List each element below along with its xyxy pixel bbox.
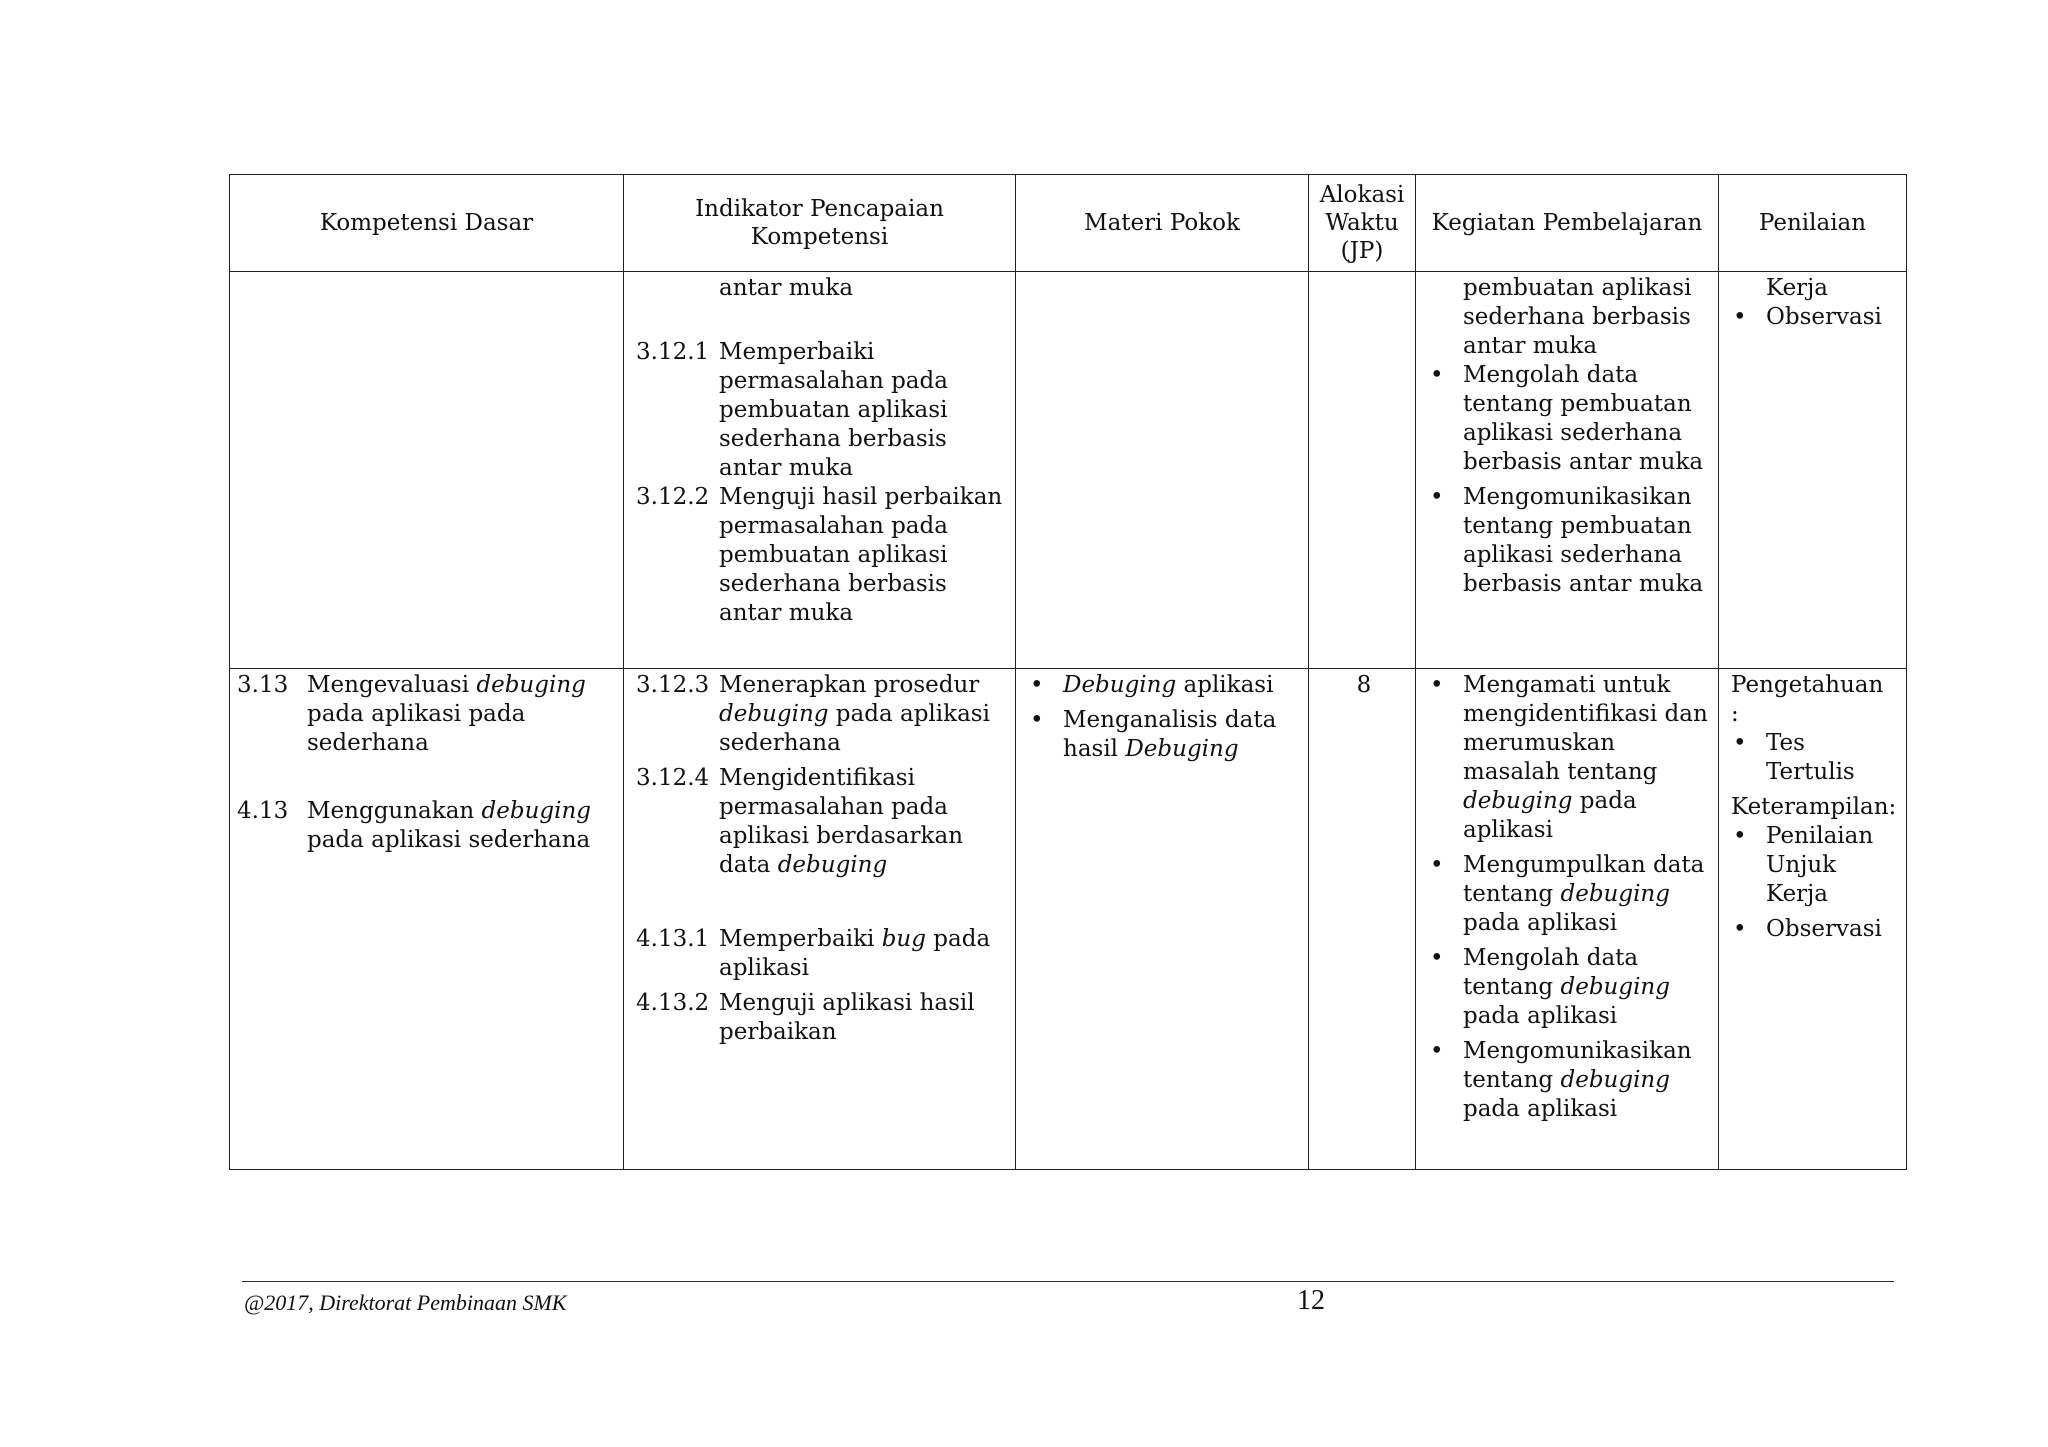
kegiatan-continuation: pembuatan aplikasi sederhana berbasis antar muka (1463, 275, 1692, 359)
item-text-post: pada aplikasi (1463, 1096, 1618, 1122)
kd-cell (230, 272, 624, 669)
indicator-text (719, 925, 1007, 983)
item-text-em: debuging (476, 672, 586, 698)
penilaian-cell (1719, 272, 1907, 669)
kegiatan-list (1428, 671, 1710, 1124)
item-text-post: pada aplikasi sederhana (307, 827, 591, 853)
item-text-pre: Menggunakan (307, 798, 482, 824)
list-item (1428, 671, 1710, 845)
kegiatan-cell (1416, 669, 1719, 1170)
kd-cell (230, 669, 624, 1170)
kd-list (237, 671, 615, 855)
item-text-post: aplikasi (1176, 672, 1274, 698)
header-kompetensi-dasar: Kompetensi Dasar (230, 175, 624, 272)
item-text-pre: Menerapkan prosedur (719, 672, 980, 698)
footer-divider (242, 1281, 1894, 1282)
penilaian-cell (1719, 669, 1907, 1170)
item-text-em: debuging (1560, 974, 1670, 1000)
item-text-em: debuging (1560, 1067, 1670, 1093)
table-row (230, 272, 1907, 669)
item-text-em: debuging (1463, 788, 1573, 814)
item-text-pre: Menganalisis data hasil (1063, 707, 1277, 762)
item-text-pre: Mengevaluasi (307, 672, 477, 698)
header-indikator: Indikator Pencapaian Kompetensi (624, 175, 1016, 272)
rpp-table (229, 174, 1907, 1170)
list-item: • Observasi (1731, 915, 1898, 944)
item-text-em: debuging (777, 852, 888, 878)
indicator-text (719, 671, 1007, 758)
list-item: • Observasi (1731, 303, 1898, 332)
item-text-em: debuging (719, 701, 829, 727)
indicator-number: 3.12.3 (636, 672, 710, 698)
header-kegiatan: Kegiatan Pembelajaran (1416, 175, 1719, 272)
header-materi-pokok: Materi Pokok (1016, 175, 1309, 272)
kd-number: 3.13 (237, 672, 289, 698)
header-penilaian: Penilaian (1719, 175, 1907, 272)
indicator-text (719, 764, 1007, 880)
item-text-em: debuging (1560, 881, 1670, 907)
kd-number: 4.13 (237, 798, 289, 824)
table-row (230, 669, 1907, 1170)
materi-cell (1016, 669, 1309, 1170)
header-alokasi-waktu: Alokasi Waktu (JP) (1309, 175, 1416, 272)
table-header-row (230, 175, 1907, 272)
materi-cell (1016, 272, 1309, 669)
alokasi-cell: 8 (1309, 669, 1416, 1170)
kegiatan-list (1428, 361, 1710, 599)
item-text-pre: Mengamati untuk mengidentifikasi dan merumuskan masalah tentang (1463, 672, 1708, 785)
indicator-item (636, 338, 1007, 483)
item-text-post: pada aplikasi (1463, 788, 1637, 843)
indicator-item (636, 671, 1007, 758)
penilaian-pengetahuan-label: Pengetahuan : (1731, 672, 1884, 727)
item-text-pre: Mengumpulkan data tentang (1463, 852, 1705, 907)
item-text-post: pada aplikasi (1463, 1003, 1618, 1029)
indicator-number: 3.12.1 (636, 339, 710, 365)
list-item: • Mengomunikasikan tentang pembuatan aplikasi sederhana berbasis antar muka (1428, 483, 1710, 599)
list-item: • Mengolah data tentang pembuatan aplikasi sederhana berbasis antar muka (1428, 361, 1710, 477)
item-text-em: debuging (481, 798, 592, 824)
item-text-pre: Mengomunikasikan tentang (1463, 1038, 1692, 1093)
penilaian-keterampilan-list (1731, 822, 1898, 944)
item-text-post: pada aplikasi sederhana (719, 701, 990, 756)
indicator-item (636, 764, 1007, 880)
ipk-cell (624, 272, 1016, 669)
indicator-text: Memperbaiki permasalahan pada pembuatan aplikasi sederhana berbasis antar muka (719, 339, 948, 481)
item-text-em: bug (881, 926, 926, 952)
ipk-list (636, 338, 1007, 628)
indicator-item (636, 925, 1007, 983)
indicator-text (719, 989, 1007, 1047)
list-item (1428, 1037, 1710, 1124)
indicator-text: Menguji hasil perbaikan permasalahan pada pembuatan aplikasi sederhana berbasis antar muka (719, 484, 1003, 626)
kd-item (237, 797, 615, 855)
item-text-pre: Memperbaiki (719, 926, 882, 952)
item-text-em: Debuging (1125, 736, 1239, 762)
kegiatan-cell (1416, 272, 1719, 669)
page-number: 12 (1297, 1285, 1325, 1316)
list-item (1028, 706, 1300, 764)
kd-text (307, 797, 615, 855)
item-text-post: pada aplikasi (719, 926, 991, 981)
alokasi-cell (1309, 272, 1416, 669)
ipk-cell (624, 669, 1016, 1170)
indicator-number: 4.13.2 (636, 990, 710, 1016)
penilaian-list (1731, 303, 1898, 332)
item-text-post: pada aplikasi (1463, 910, 1618, 936)
item-text-pre: Menguji aplikasi hasil perbaikan (719, 990, 975, 1045)
list-item (1428, 851, 1710, 938)
penilaian-keterampilan-label: Keterampilan: (1731, 794, 1897, 820)
list-item: • Penilaian Unjuk Kerja (1731, 822, 1898, 909)
footer-copyright: @2017, Direktorat Pembinaan SMK (244, 1290, 567, 1315)
list-item: • Tes Tertulis (1731, 729, 1898, 787)
ipk-continuation: antar muka (719, 275, 854, 301)
penilaian-pengetahuan-list (1731, 729, 1898, 787)
indicator-item (636, 989, 1007, 1047)
ipk-list (636, 671, 1007, 1047)
item-text-pre: Mengidentifikasi permasalahan pada aplikasi berdasarkan data (719, 765, 964, 878)
item-text-em: Debuging (1063, 672, 1177, 698)
kd-item (237, 671, 615, 758)
item-text-post: pada aplikasi pada sederhana (307, 701, 526, 756)
penilaian-continuation: Kerja (1766, 275, 1829, 301)
item-text-pre: Mengolah data tentang (1463, 945, 1639, 1000)
materi-list (1028, 671, 1300, 764)
indicator-number: 3.12.2 (636, 484, 710, 510)
kd-text (307, 671, 615, 758)
list-item (1428, 944, 1710, 1031)
indicator-item (636, 483, 1007, 628)
indicator-number: 3.12.4 (636, 765, 710, 791)
list-item (1028, 671, 1300, 700)
indicator-number: 4.13.1 (636, 926, 710, 952)
